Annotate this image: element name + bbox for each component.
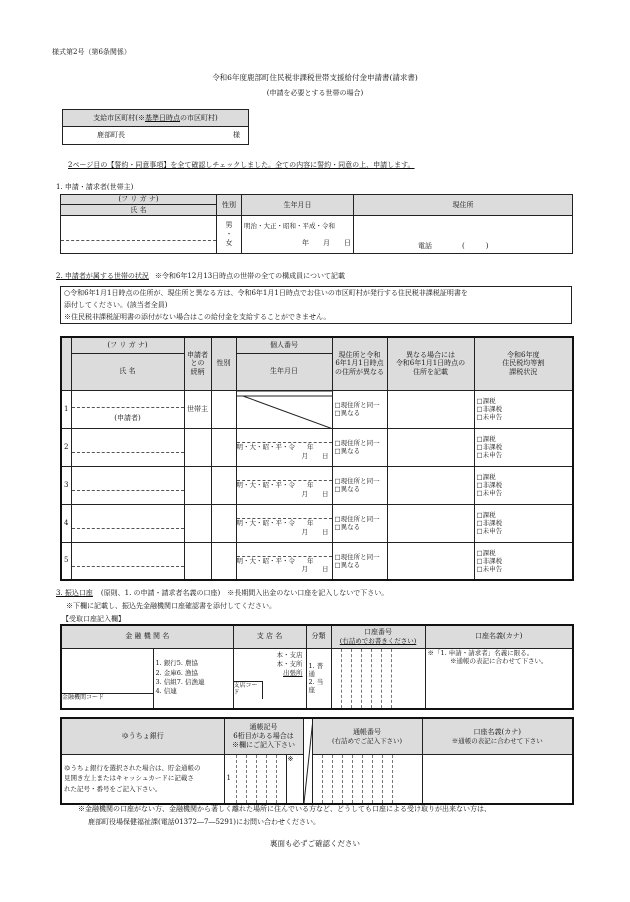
household-furigana-header: (フ リ ガ ナ)	[71, 337, 184, 353]
yucho-divider-slash	[303, 718, 312, 804]
holder-header: 口座名義(カナ)	[425, 625, 573, 648]
member-prev-address-field[interactable]	[387, 390, 474, 428]
member-prev-address-field[interactable]	[387, 428, 474, 466]
member-sex-field[interactable]	[211, 542, 236, 580]
household-row	[61, 542, 573, 580]
section2-note-box: ○令和6年1月1日時点の住所が、現住所と異なる方は、令和6年1月1日時点でお住いの市区町村が発行する住民税非課税証明書を 添付してください。(該当者全員) ※住民税非課税証明書の添付がない場合はこの給付金を支給することができません。	[60, 286, 572, 324]
member-name-field[interactable]: (申請者)	[71, 390, 184, 428]
member-tax-field[interactable]: □課税 □非課税 □未申告	[474, 390, 573, 428]
row-number: 4	[61, 504, 71, 542]
household-row	[61, 390, 573, 428]
bank-name-field[interactable]	[61, 648, 153, 709]
back-page-note: 裏面も必ずご確認ください	[270, 839, 360, 848]
household-name-header: 氏 名	[71, 353, 184, 390]
yucho-header: ゆうちょ銀行	[61, 718, 224, 754]
applicant-address-field[interactable]	[354, 216, 573, 254]
holder-field[interactable]: ※「1. 申請・請求者」名義に限る。 ※通帳の表記に合わせて下さい。	[425, 648, 573, 709]
fill-label: 【受取口座記入欄】	[62, 615, 125, 623]
member-same-field[interactable]: □現住所と同一 □異なる	[332, 390, 387, 428]
yucho-number-field[interactable]	[312, 754, 422, 804]
yucho-mark-field[interactable]: 1 ※	[224, 754, 303, 804]
bank-code-field[interactable]: 金融機関コード	[62, 693, 153, 708]
branch-name-header: 支 店 名	[233, 625, 306, 648]
member-same-field[interactable]: □現住所と同一 □異なる	[332, 466, 387, 504]
footer-note: ※金融機関の口座がない方、金融機関から著しく離れた場所に住んでいる方など、どうしても口座による受け取りが出来ない方は、	[78, 805, 491, 813]
applicant-name-label: 氏 名	[61, 205, 217, 216]
addressee-name-cell	[63, 127, 249, 145]
household-dob-header: 生年月日	[236, 353, 332, 390]
household-row	[61, 504, 573, 542]
yucho-number-header: 通帳番号 (右詰めでご記入下さい)	[312, 718, 422, 754]
member-tax-field[interactable]: □課税 □非課税 □未申告	[474, 428, 573, 466]
confirm-statement: 2ページ目の【誓約・同意事項】を全て確認しチェックしました。全ての内容に誓約・同意の上、申請します。	[68, 161, 415, 169]
yucho-holder-field[interactable]	[422, 754, 573, 804]
member-prev-address-field[interactable]	[387, 542, 474, 580]
member-name-field[interactable]	[71, 466, 184, 504]
phone-label: 電話	[418, 242, 432, 251]
account-type-options[interactable]: 1. 普通 2. 当座	[306, 648, 331, 709]
household-same-header: 現住所と令和 6年1月1日時点 の住所が異なる	[332, 337, 387, 390]
applicant-table	[60, 194, 573, 254]
member-mynumber-field[interactable]	[236, 390, 332, 428]
household-sex-header: 性別	[211, 337, 236, 390]
bank-name-header: 金 融 機 関 名	[61, 625, 233, 648]
section3-subnote: ※下欄に記載し、振込先金融機関口座確認書を添付してください。	[66, 602, 276, 610]
addressee-header: 支給市区町村(※基準日時点の市区町村)	[63, 110, 249, 127]
member-same-field[interactable]: □現住所と同一 □異なる	[332, 428, 387, 466]
member-sex-field[interactable]	[211, 466, 236, 504]
addressee-box	[62, 109, 249, 145]
type-header: 分類	[306, 625, 331, 648]
member-dob-field[interactable]: 明・大・昭・平・令 年 月 日	[236, 466, 332, 504]
branch-name-field[interactable]: 本・支店 本・支所 出張所 支店コード	[233, 648, 306, 709]
member-name-field[interactable]	[71, 428, 184, 466]
applicant-address-label: 現住所	[354, 195, 573, 216]
bank-type-options[interactable]: 1. 銀行5. 農協 2. 金庫6. 漁協 3. 信組7. 信漁連 4. 信連	[153, 648, 233, 709]
phone-field: ( )	[462, 242, 489, 251]
household-relation-header: 申請者 との 続柄	[184, 337, 211, 390]
member-dob-field[interactable]: 明・大・昭・平・令 年 月 日	[236, 428, 332, 466]
applicant-dob-label: 生年月日	[242, 195, 354, 216]
member-same-field[interactable]: □現住所と同一 □異なる	[332, 504, 387, 542]
member-dob-field[interactable]: 明・大・昭・平・令 年 月 日	[236, 504, 332, 542]
member-relation: 世帯主	[184, 390, 211, 428]
household-diff-header: 異なる場合には 令和6年1月1日時点の 住所を記載	[387, 337, 474, 390]
footer-contact: 鹿部町役場保健福祉課(電話01372―7―5291)にお問い合わせください。	[88, 818, 320, 826]
section1-heading: 1. 申請・請求者(世帯主)	[56, 183, 134, 191]
form-title: 令和6年度鹿部町住民税非課税世帯支援給付金申請書(請求書)	[212, 73, 418, 82]
member-tax-field[interactable]: □課税 □非課税 □未申告	[474, 466, 573, 504]
member-sex-field[interactable]	[211, 390, 236, 428]
member-name-field[interactable]	[71, 504, 184, 542]
yucho-description: ゆうちょ銀行を選択された場合は、貯金通帳の 見開き左上またはキャッシュカードに記載さ れた記号・番号をご記入下さい。	[61, 754, 224, 804]
household-row	[61, 466, 573, 504]
section2-heading: 2. 申請者が属する世帯の状況 ※令和6年12月13日時点の世帯の全ての構成員について記載	[56, 272, 346, 280]
row-number: 1	[61, 390, 71, 428]
member-relation-field[interactable]	[184, 542, 211, 580]
account-number-field[interactable]	[331, 648, 425, 709]
row-number: 2	[61, 428, 71, 466]
bank-account-table	[60, 624, 574, 710]
member-prev-address-field[interactable]	[387, 504, 474, 542]
member-tax-field[interactable]: □課税 □非課税 □未申告	[474, 504, 573, 542]
form-number: 様式第2号（第6条関係）	[52, 48, 131, 56]
row-number: 5	[61, 542, 71, 580]
yucho-holder-header: 口座名義(カナ) ※通帳の表記に合わせて下さい	[422, 718, 573, 754]
applicant-name-field[interactable]	[61, 216, 217, 254]
household-table	[60, 336, 574, 581]
household-tax-header: 令和6年度 住民税均等割 課税状況	[474, 337, 573, 390]
applicant-furigana-label: (フ リ ガ ナ)	[61, 195, 217, 205]
member-tax-field[interactable]: □課税 □非課税 □未申告	[474, 542, 573, 580]
applicant-furigana-field[interactable]	[61, 228, 216, 241]
member-relation-field[interactable]	[184, 504, 211, 542]
applicant-dob-field[interactable]: 明治・大正・昭和・平成・令和 年 月 日	[242, 216, 354, 254]
member-relation-field[interactable]	[184, 466, 211, 504]
row-number: 3	[61, 466, 71, 504]
member-dob-field[interactable]: 明・大・昭・平・令 年 月 日	[236, 542, 332, 580]
yucho-mark-header: 通帳記号 6桁目がある場合は ※欄にご記入下さい	[224, 718, 303, 754]
addressee-name: 鹿部町長	[97, 131, 125, 140]
diagonal-slash	[237, 391, 333, 429]
applicant-sex-field[interactable]: 男 ・ 女	[217, 216, 242, 254]
yucho-table	[60, 717, 574, 805]
branch-code-field[interactable]: 支店コード	[234, 681, 263, 699]
member-sex-field[interactable]	[211, 504, 236, 542]
applicant-sex-label: 性別	[217, 195, 242, 216]
member-name-field[interactable]	[71, 542, 184, 580]
member-prev-address-field[interactable]	[387, 466, 474, 504]
addressee-honorific: 様	[233, 131, 240, 140]
household-row	[61, 428, 573, 466]
section3-heading: 3. 振込口座 (原則、1. の申請・請求者名義の口座) ※長期間入出金のない口座を記入しないで下さい。	[56, 589, 389, 597]
form-subtitle: (申請を必要とする世帯の場合)	[266, 89, 364, 97]
household-mynumber-header: 個人番号	[236, 337, 332, 353]
member-sex-field[interactable]	[211, 428, 236, 466]
member-same-field[interactable]: □現住所と同一 □異なる	[332, 542, 387, 580]
member-relation-field[interactable]	[184, 428, 211, 466]
account-number-header: 口座番号 (右詰めでお書きください)	[331, 625, 425, 648]
